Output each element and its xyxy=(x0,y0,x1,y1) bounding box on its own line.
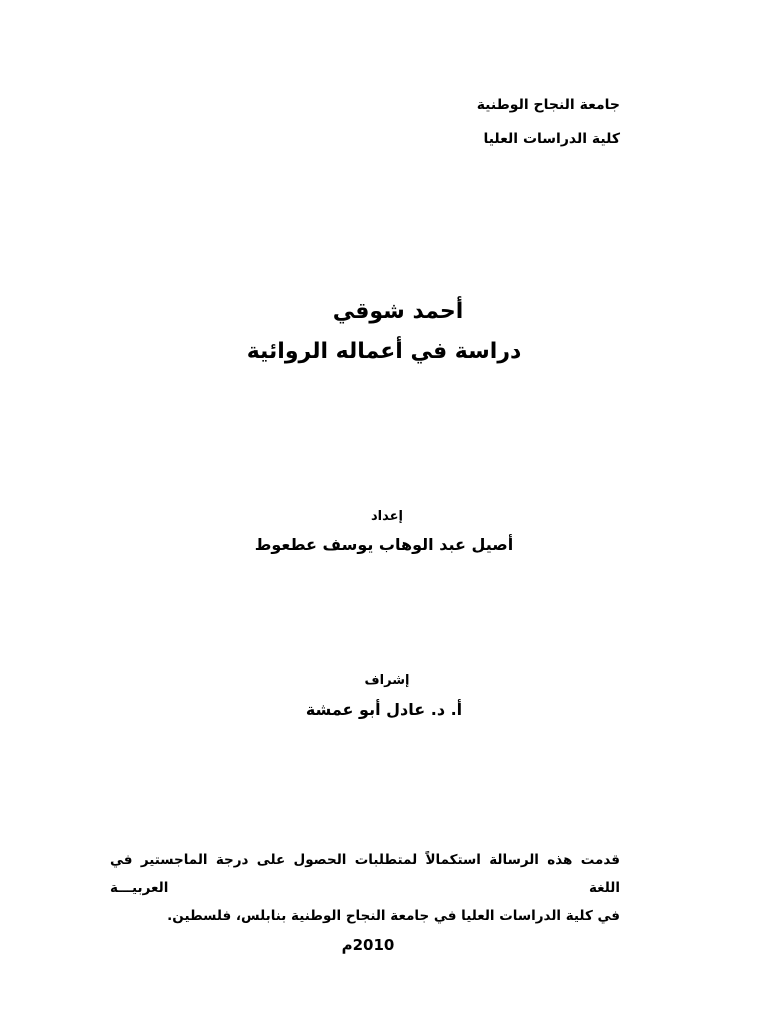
institution-header xyxy=(200,88,620,156)
preparation-label: إعداد xyxy=(371,509,403,524)
faculty-name: كلية الدراسات العليا xyxy=(483,131,620,147)
supervision-block xyxy=(0,670,768,728)
submission-line-1: قدمت هذه الرسالة استكمالاً لمتطلبات الحصول على درجة الماجستير في اللغة العربيـــة xyxy=(110,852,620,896)
submission-year: 2010م xyxy=(341,936,395,954)
university-name: جامعة النجاح الوطنية xyxy=(476,97,620,113)
thesis-title-block xyxy=(0,292,768,372)
preparation-block xyxy=(0,506,768,562)
submission-line-2: في كلية الدراسات العليا في جامعة النجاح الوطنية بنابلس، فلسطين. xyxy=(167,908,620,924)
submission-statement xyxy=(110,846,620,960)
thesis-title: أحمد شوقي xyxy=(332,299,464,324)
thesis-subtitle: دراسة في أعماله الروائية xyxy=(246,339,522,364)
author-name: أصيل عبد الوهاب يوسف عطعوط xyxy=(254,535,514,554)
supervision-label: إشراف xyxy=(364,673,410,688)
supervisor-name: أ. د. عادل أبو عمشة xyxy=(305,700,463,719)
